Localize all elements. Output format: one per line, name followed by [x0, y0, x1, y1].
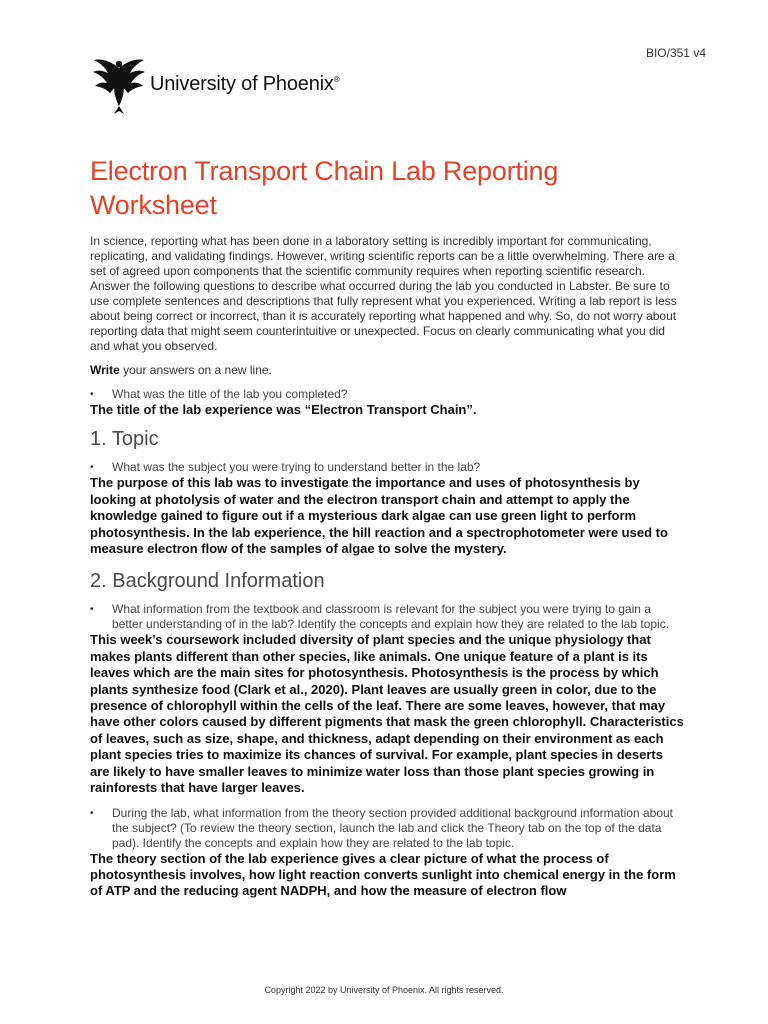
bullet-icon: •	[90, 807, 94, 819]
worksheet-content	[90, 154, 684, 900]
lab-title-block	[90, 387, 684, 418]
background-block-2	[90, 806, 684, 900]
page-title: Electron Transport Chain Lab Reporting Worksheet	[90, 156, 559, 220]
background-answer-2: The theory section of the lab experience gives a clear picture of what the process of photosynthesis involves, how light reaction converts sunlight into chemical energy in the form of ATP and the reducing agent NADPH, and how the measure of electron flow	[90, 850, 676, 899]
bullet-icon: •	[90, 389, 94, 400]
background-question-2: • During the lab, what information from the theory section provided additional background information about the subject? (To review the theory section, launch the lab and click the Theory tab on the top of the data pad). Identify the concepts and explain how they are related to the lab topic.	[90, 805, 673, 850]
logo-wordmark: University of Phoenix®	[150, 72, 340, 95]
background-heading: 2. Background Information	[90, 570, 325, 593]
topic-question: • What was the subject you were trying to understand better in the lab?	[90, 460, 481, 475]
topic-heading: 1. Topic	[90, 428, 159, 451]
bullet-icon: •	[90, 462, 94, 474]
background-block-1	[90, 602, 684, 796]
topic-answer: The purpose of this lab was to investigate the importance and uses of photosynthesis by looking at photolysis of water and the electron transport chain and attempt to apply the knowledge gained to figure out if a mysterious dark algae can use green light to perform photosynthesis. In the lab experience, the hill reaction and a spectrophotometer were used to measure electron flow of the samples of algae to solve the mystery.	[90, 475, 668, 557]
background-question-1: • What information from the textbook and classroom is relevant for the subject you were trying to gain a better understanding of in the lab? Identify the concepts and explain how they are related to the lab topic.	[90, 602, 670, 632]
bullet-icon: •	[90, 604, 94, 616]
topic-block	[90, 460, 684, 557]
copyright-footer: Copyright 2022 by University of Phoenix. All rights reserved.	[264, 985, 504, 995]
course-code: BIO/351 v4	[645, 46, 706, 60]
intro-paragraph: In science, reporting what has been done in a laboratory setting is incredibly important for communicating, replicating, and validating findings. However, writing scientific reports can be a little overwhelming. There are a set of agreed upon components that the scientific community requires when reporting scientific research. Answer the following questions to describe what occurred during the lab you conducted in Labster. Be sure to use complete sentences and descriptions that fully represent what you experienced. Writing a lab report is less about being correct or incorrect, than it is accurately reporting what happened and why. So, do not worry about reporting data that might seem counterintuitive or unexpected. Focus on clearly communicating what you did and what you observed.	[90, 234, 677, 353]
write-instruction: Write your answers on a new line.	[90, 363, 272, 377]
university-logo	[92, 54, 339, 114]
background-answer-1: This week’s coursework included diversity of plant species and the unique physiology that makes plants different than other species, like animals. One unique feature of a plant is its leaves which are the main sites for photosynthesis. Photosynthesis is the process by which plants synthesize food (Clark et al., 2020). Plant leaves are usually green in color, due to the presence of chlorophyll within the cells of the leaf. There are some leaves, however, that may have other colors caused by different pigments that mask the green chlorophyll. Characteristics of leaves, such as size, shape, and thickness, adapt depending on their environment as each plant species tries to maximize its chances of survival. For example, plant species in deserts are likely to have smaller leaves to minimize water loss than those plant species growing in rainforests that have larger leaves.	[90, 632, 684, 796]
lab-title-question: • What was the title of the lab you completed?	[90, 387, 348, 401]
lab-title-answer: The title of the lab experience was “Electron Transport Chain”.	[90, 402, 477, 417]
phoenix-bird-icon	[92, 54, 146, 114]
